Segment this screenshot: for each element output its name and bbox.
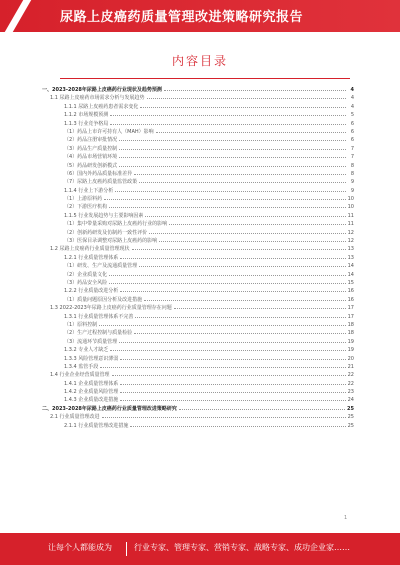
toc-entry-page: 17 bbox=[347, 305, 354, 312]
toc-entry[interactable] bbox=[42, 380, 354, 388]
toc-entry-text: （7）尿路上皮癌药质量监管政策 bbox=[64, 179, 138, 186]
toc-entry-page: 4 bbox=[350, 87, 354, 93]
toc-entry-page: 11 bbox=[347, 212, 354, 219]
toc-entry-page: 17 bbox=[347, 313, 354, 320]
footer-tagline: 行业专家、管理专家、营销专家、战略专家、成功企业家…… bbox=[134, 543, 350, 552]
toc-entry-page: 7 bbox=[350, 154, 354, 161]
toc-leader-dots bbox=[156, 128, 346, 133]
toc-leader-dots bbox=[139, 178, 346, 183]
toc-entry-page: 24 bbox=[347, 397, 354, 404]
toc-leader-dots bbox=[159, 237, 345, 242]
toc-entry[interactable] bbox=[42, 170, 354, 178]
toc-entry-text: （5）药品研发创新模式 bbox=[64, 162, 118, 169]
toc-leader-dots bbox=[120, 388, 345, 393]
toc-entry[interactable] bbox=[42, 405, 354, 413]
toc-entry-text: （3）药品生产质量控制 bbox=[64, 145, 118, 152]
toc-entry-page: 21 bbox=[347, 363, 354, 370]
toc-entry[interactable] bbox=[42, 111, 354, 119]
toc-entry[interactable] bbox=[42, 254, 354, 262]
toc-entry-text: 2.1 行业质量管理改进 bbox=[50, 414, 100, 421]
toc-entry-text: （2）企业质量文化 bbox=[64, 271, 108, 278]
toc-entry-page: 10 bbox=[347, 204, 354, 211]
toc-leader-dots bbox=[145, 212, 345, 217]
toc-entry-page: 9 bbox=[350, 179, 354, 186]
toc-entry-page: 12 bbox=[347, 229, 354, 236]
toc-title-divider bbox=[60, 78, 350, 79]
toc-entry[interactable] bbox=[42, 346, 354, 354]
toc-leader-dots bbox=[119, 338, 345, 343]
toc-entry-page: 14 bbox=[347, 263, 354, 270]
header-bar bbox=[0, 0, 400, 32]
toc-leader-dots bbox=[144, 296, 345, 301]
toc-leader-dots bbox=[99, 321, 345, 326]
toc-leader-dots bbox=[109, 271, 345, 276]
toc-entry-page: 9 bbox=[350, 187, 354, 194]
toc-entry-text: 1.1.3 行业竞争格局 bbox=[64, 120, 109, 127]
toc-entry-text: （1）上游原料药 bbox=[64, 196, 103, 203]
toc-entry-text: 1.3.1 行业质量管理体系不完善 bbox=[64, 313, 134, 320]
toc-entry[interactable] bbox=[42, 422, 354, 430]
toc-entry-text: 一、2023-2028年尿路上皮癌药行业现状及趋势预测 bbox=[42, 87, 162, 93]
toc-leader-dots bbox=[112, 371, 346, 376]
toc-leader-dots bbox=[135, 313, 345, 318]
toc-entry-page: 19 bbox=[347, 338, 354, 345]
toc-entry-page: 7 bbox=[350, 145, 354, 152]
toc-entry-text: （1）研发、生产及流通质量管理 bbox=[64, 263, 138, 270]
toc-entry[interactable] bbox=[42, 237, 354, 245]
toc-leader-dots bbox=[139, 262, 345, 267]
toc-leader-dots bbox=[120, 254, 345, 259]
toc-entry-text: 二、2023-2028年尿路上皮癌药行业质量管理改进策略研究 bbox=[42, 405, 177, 412]
toc-leader-dots bbox=[174, 304, 346, 309]
toc-entry-page: 6 bbox=[350, 128, 354, 135]
header-stripe bbox=[5, 0, 31, 32]
toc-leader-dots bbox=[140, 103, 346, 108]
toc-leader-dots bbox=[147, 94, 346, 99]
toc-entry[interactable] bbox=[42, 396, 354, 404]
toc-leader-dots bbox=[149, 229, 345, 234]
toc-entry-page: 8 bbox=[350, 170, 354, 177]
toc-leader-dots bbox=[130, 422, 345, 427]
toc-entry-text: 1.1.4 行业上下游分析 bbox=[64, 187, 114, 194]
toc-leader-dots bbox=[119, 145, 346, 150]
toc-entry-page: 12 bbox=[347, 238, 354, 245]
toc-entry-page: 19 bbox=[347, 347, 354, 354]
toc-entry-page: 15 bbox=[347, 279, 354, 286]
toc-entry-page: 20 bbox=[347, 355, 354, 362]
toc-entry-text: 1.4 行业企业经营质量管理 bbox=[50, 372, 110, 379]
toc-entry[interactable] bbox=[42, 195, 354, 203]
toc-entry[interactable] bbox=[42, 262, 354, 270]
toc-entry-page: 4 bbox=[350, 95, 354, 102]
footer-slogan: 让每个人都能成为 bbox=[48, 543, 112, 552]
toc-entry-text: （3）流通环节质量管理 bbox=[64, 338, 118, 345]
toc-leader-dots bbox=[102, 413, 346, 418]
toc-entry-page: 6 bbox=[350, 120, 354, 127]
toc-entry-page: 10 bbox=[347, 196, 354, 203]
toc-entry-text: （1）集中带量采购对尿路上皮癌药行业的影响 bbox=[64, 221, 168, 228]
toc-entry-text: （3）药品安全风险 bbox=[64, 279, 108, 286]
toc-entry-text: 1.4.3 企业质量改进措施 bbox=[64, 397, 119, 404]
toc-entry[interactable] bbox=[42, 212, 354, 220]
toc-entry[interactable] bbox=[42, 145, 354, 153]
toc-leader-dots bbox=[119, 153, 346, 158]
toc-entry[interactable] bbox=[42, 329, 354, 337]
toc-leader-dots bbox=[119, 162, 346, 167]
toc-entry[interactable] bbox=[42, 153, 354, 161]
toc-entry-text: （2）生产过程控制与质量检验 bbox=[64, 330, 133, 337]
toc-leader-dots bbox=[169, 220, 345, 225]
toc-leader-dots bbox=[119, 136, 346, 141]
toc-entry[interactable] bbox=[42, 86, 354, 94]
toc-leader-dots bbox=[104, 195, 345, 200]
toc-entry[interactable] bbox=[42, 338, 354, 346]
toc-entry-page: 16 bbox=[347, 288, 354, 295]
toc-entry[interactable] bbox=[42, 128, 354, 136]
toc-entry-text: 1.1 尿路上皮癌药市场需求分析与发展趋势 bbox=[50, 95, 145, 102]
toc-leader-dots bbox=[120, 355, 345, 360]
toc-entry-text: （2）药品注册审批情况 bbox=[64, 137, 118, 144]
report-title: 尿路上皮癌药质量管理改进策略研究报告 bbox=[60, 10, 304, 25]
toc-entry[interactable] bbox=[42, 203, 354, 211]
toc-leader-dots bbox=[110, 346, 345, 351]
toc-entry-text: （2）创新药研发及仿制药一致性评价 bbox=[64, 229, 148, 236]
toc-entry-text: （2）下游医疗机构 bbox=[64, 204, 108, 211]
toc-entry-text: （6）国内外药品质量标准差异 bbox=[64, 170, 133, 177]
toc-entry-text: （1）药品上市许可持有人（MAH）影响 bbox=[64, 128, 154, 135]
toc-entry-page: 11 bbox=[347, 221, 354, 228]
toc-leader-dots bbox=[120, 396, 345, 401]
toc-entry[interactable] bbox=[42, 355, 354, 363]
toc-leader-dots bbox=[134, 329, 345, 334]
toc-entry[interactable] bbox=[42, 279, 354, 287]
toc-entry-page: 14 bbox=[347, 271, 354, 278]
toc-entry-text: 1.3.3 风险管理意识薄弱 bbox=[64, 355, 119, 362]
toc-entry[interactable] bbox=[42, 321, 354, 329]
toc-entry-page: 8 bbox=[350, 162, 354, 169]
toc-leader-dots bbox=[132, 245, 346, 250]
toc-leader-dots bbox=[179, 405, 345, 410]
toc-entry[interactable] bbox=[42, 187, 354, 195]
toc-entry-page: 25 bbox=[347, 414, 354, 421]
toc-entry[interactable] bbox=[42, 413, 354, 421]
toc-entry[interactable] bbox=[42, 229, 354, 237]
toc-entry-text: 1.4.1 企业质量管理体系 bbox=[64, 380, 119, 387]
toc-entry[interactable] bbox=[42, 304, 354, 312]
toc-leader-dots bbox=[164, 86, 346, 91]
toc-entry-page: 5 bbox=[350, 112, 354, 119]
toc-entry-text: 1.4.2 企业质量风险管理 bbox=[64, 389, 119, 396]
toc-leader-dots bbox=[110, 120, 346, 125]
toc-entry[interactable] bbox=[42, 388, 354, 396]
toc-entry[interactable] bbox=[42, 162, 354, 170]
toc-entry-text: 1.1.1 尿路上皮癌药患者需求变化 bbox=[64, 103, 139, 110]
toc-entry-page: 13 bbox=[347, 246, 354, 253]
toc-entry-text: 1.2.2 行业质量改进分析 bbox=[64, 288, 119, 295]
toc-entry-page: 18 bbox=[347, 330, 354, 337]
toc-entry-page: 22 bbox=[347, 372, 354, 379]
toc-entry[interactable] bbox=[42, 178, 354, 186]
toc-entry[interactable] bbox=[42, 371, 354, 379]
table-of-contents bbox=[42, 86, 354, 430]
page-number: 1 bbox=[344, 515, 348, 521]
footer-bar bbox=[0, 533, 400, 565]
toc-entry[interactable] bbox=[42, 296, 354, 304]
toc-entry-text: 1.1.2 市场规模预测 bbox=[64, 112, 109, 119]
toc-entry-page: 4 bbox=[350, 103, 354, 110]
toc-entry-page: 13 bbox=[347, 254, 354, 261]
toc-entry-text: 1.2.1 行业质量管理体系 bbox=[64, 254, 119, 261]
toc-entry-page: 18 bbox=[347, 321, 354, 328]
toc-entry-page: 16 bbox=[347, 296, 354, 303]
toc-entry[interactable] bbox=[42, 313, 354, 321]
toc-leader-dots bbox=[115, 187, 346, 192]
toc-entry[interactable] bbox=[42, 287, 354, 295]
toc-leader-dots bbox=[110, 111, 346, 116]
toc-entry-text: 1.3.2 专业人才缺乏 bbox=[64, 347, 109, 354]
toc-entry[interactable] bbox=[42, 136, 354, 144]
toc-entry-text: 1.3.4 监管手段 bbox=[64, 363, 99, 370]
toc-entry[interactable] bbox=[42, 120, 354, 128]
toc-entry-text: （1）原料控制 bbox=[64, 321, 98, 328]
toc-leader-dots bbox=[100, 363, 345, 368]
toc-entry-text: （3）医保目录调整对尿路上皮癌药的影响 bbox=[64, 238, 158, 245]
toc-title: 内容目录 bbox=[171, 54, 228, 68]
toc-leader-dots bbox=[109, 279, 345, 284]
toc-entry-page: 25 bbox=[347, 405, 354, 412]
toc-entry[interactable] bbox=[42, 245, 354, 253]
toc-entry-text: 1.2 尿路上皮癌药行业质量管理现状 bbox=[50, 246, 130, 253]
toc-entry[interactable] bbox=[42, 103, 354, 111]
toc-entry-text: 1.3 2022-2023年尿路上皮癌药行业质量管理存在问题 bbox=[50, 305, 172, 312]
toc-entry-page: 25 bbox=[347, 422, 354, 429]
footer-divider bbox=[126, 542, 127, 556]
toc-entry[interactable] bbox=[42, 363, 354, 371]
toc-entry-text: 1.1.5 行业发展趋势与主要影响因素 bbox=[64, 212, 144, 219]
toc-entry-page: 22 bbox=[347, 380, 354, 387]
toc-entry[interactable] bbox=[42, 220, 354, 228]
toc-leader-dots bbox=[120, 380, 345, 385]
toc-entry-text: （1）质量问题原因分析及改进措施 bbox=[64, 296, 143, 303]
toc-leader-dots bbox=[134, 170, 346, 175]
toc-leader-dots bbox=[109, 203, 345, 208]
toc-entry[interactable] bbox=[42, 271, 354, 279]
toc-leader-dots bbox=[120, 287, 345, 292]
toc-entry-text: （4）药品市场营销环境 bbox=[64, 154, 118, 161]
toc-entry[interactable] bbox=[42, 94, 354, 102]
toc-entry-page: 6 bbox=[350, 137, 354, 144]
toc-entry-page: 23 bbox=[347, 389, 354, 396]
toc-entry-text: 2.1.1 行业质量管理改进措施 bbox=[64, 422, 129, 429]
